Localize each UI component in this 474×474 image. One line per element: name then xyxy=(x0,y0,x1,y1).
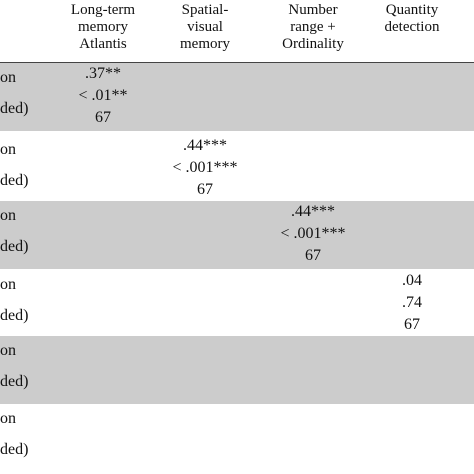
col-header-spatial-visual-memory xyxy=(155,2,255,64)
cell-line: < .001*** xyxy=(172,159,238,176)
header-line: Number xyxy=(288,2,338,18)
cell-line: .44*** xyxy=(183,137,227,154)
header-line: Spatial- xyxy=(181,2,229,18)
row-label xyxy=(0,67,28,119)
cell-line: .37** xyxy=(85,65,121,82)
row-label-line: ded) xyxy=(0,441,29,458)
cell-line: < .01** xyxy=(78,87,128,104)
row-label-line: ded) xyxy=(0,172,29,189)
row-label-line: on xyxy=(0,342,16,359)
row-label xyxy=(0,340,28,392)
row-label-line: ded) xyxy=(0,307,29,324)
cell-line: .04 xyxy=(402,272,422,289)
row-label-line: on xyxy=(0,276,16,293)
table-cell xyxy=(258,201,368,267)
cell-line: 67 xyxy=(95,109,111,126)
row-label-line: on xyxy=(0,141,16,158)
table-cell xyxy=(48,63,158,129)
header-line: detection xyxy=(384,19,440,35)
row-label-line: ded) xyxy=(0,373,29,390)
header-line: memory xyxy=(180,36,230,52)
header-line: Quantity xyxy=(385,2,439,18)
cell-line: < .001*** xyxy=(280,225,346,242)
row-label-line: ded) xyxy=(0,100,29,117)
table-row xyxy=(0,63,474,131)
header-line: range + xyxy=(290,19,336,35)
row-label-line: on xyxy=(0,207,16,224)
table-row xyxy=(0,270,474,338)
col-header-quantity-detection xyxy=(370,2,454,64)
col-header-number-range xyxy=(258,2,368,64)
row-label xyxy=(0,408,28,460)
cell-line: 67 xyxy=(404,316,420,333)
header-line: Atlantis xyxy=(79,36,127,52)
header-line: memory xyxy=(78,19,128,35)
row-label xyxy=(0,274,28,326)
header-line: Ordinality xyxy=(282,36,344,52)
cell-line: .74 xyxy=(402,294,422,311)
header-line: visual xyxy=(187,19,223,35)
col-header-long-term-memory xyxy=(48,2,158,64)
row-label xyxy=(0,139,28,191)
row-label-line: on xyxy=(0,69,16,86)
cell-line: 67 xyxy=(305,247,321,264)
table-row xyxy=(0,404,474,472)
table-cell xyxy=(150,135,260,201)
row-label-line: on xyxy=(0,410,16,427)
table-row xyxy=(0,336,474,404)
header-line: Long-term xyxy=(70,2,136,18)
row-label-line: ded) xyxy=(0,238,29,255)
cell-line: 67 xyxy=(197,181,213,198)
cell-line: .44*** xyxy=(291,203,335,220)
row-label xyxy=(0,205,28,257)
table-row xyxy=(0,135,474,203)
table-cell xyxy=(370,270,454,336)
table-row xyxy=(0,201,474,269)
